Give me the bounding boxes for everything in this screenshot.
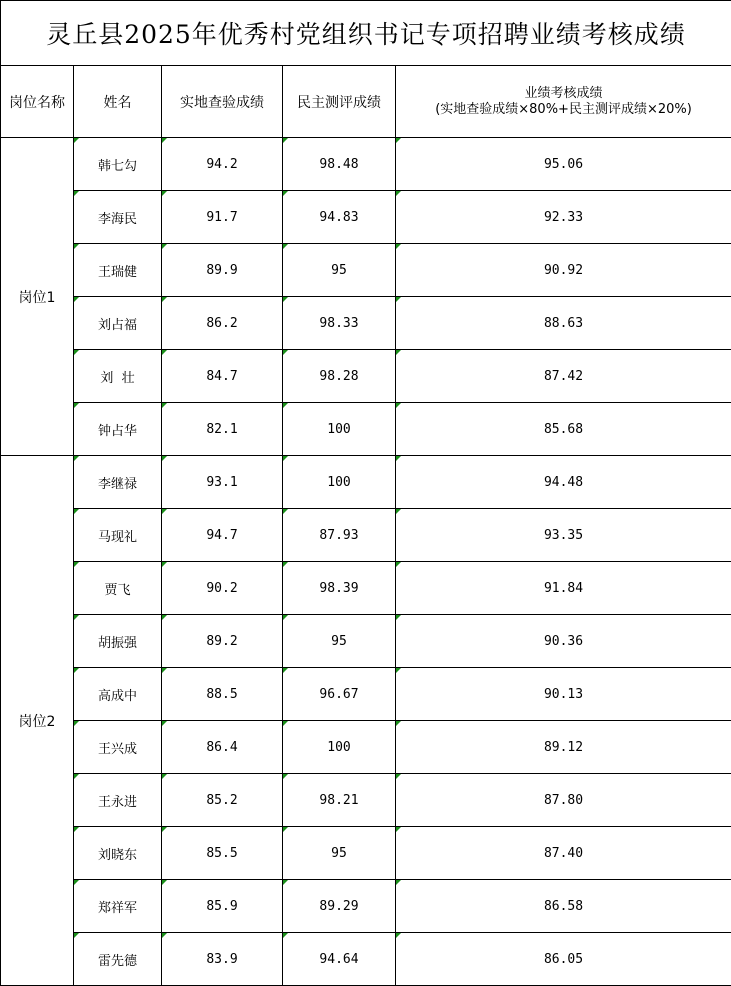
cell-marker-icon — [396, 191, 401, 196]
name-cell-text: 韩七勾 — [98, 159, 137, 174]
final-score-cell-text: 85.68 — [544, 422, 583, 437]
cell-marker-icon — [396, 297, 401, 302]
field-score-cell — [162, 138, 283, 191]
field-score-cell — [162, 456, 283, 509]
cell-marker-icon — [74, 297, 79, 302]
cell-marker-icon — [74, 138, 79, 143]
survey-score-cell — [283, 403, 396, 456]
cell-marker-icon — [74, 350, 79, 355]
header-survey-score: 民主测评成绩 — [283, 66, 396, 138]
survey-score-cell — [283, 350, 396, 403]
name-cell-text: 王兴成 — [98, 742, 137, 757]
cell-marker-icon — [396, 721, 401, 726]
header-final-formula: (实地查验成绩×80%+民主测评成绩×20%) — [396, 102, 731, 118]
cell-marker-icon — [396, 456, 401, 461]
cell-marker-icon — [162, 244, 167, 249]
cell-marker-icon — [162, 191, 167, 196]
table-row — [1, 827, 731, 880]
final-score-cell — [396, 615, 731, 668]
page-title: 灵丘县2025年优秀村党组织书记专项招聘业绩考核成绩 — [1, 1, 731, 66]
field-score-cell — [162, 297, 283, 350]
field-score-cell-text: 86.2 — [206, 316, 237, 331]
table-row — [1, 350, 731, 403]
survey-score-cell — [283, 668, 396, 721]
cell-marker-icon — [283, 774, 288, 779]
cell-marker-icon — [162, 933, 167, 938]
cell-marker-icon — [396, 244, 401, 249]
name-cell-text: 刘占福 — [98, 318, 137, 333]
field-score-cell-text: 89.2 — [206, 634, 237, 649]
cell-marker-icon — [396, 880, 401, 885]
cell-marker-icon — [74, 774, 79, 779]
name-cell-text: 王永进 — [98, 795, 137, 810]
table-row — [1, 562, 731, 615]
name-cell — [74, 721, 162, 774]
survey-score-cell-text: 100 — [327, 740, 350, 755]
final-score-cell — [396, 721, 731, 774]
cell-marker-icon — [283, 827, 288, 832]
cell-marker-icon — [283, 880, 288, 885]
cell-marker-icon — [396, 668, 401, 673]
cell-marker-icon — [74, 933, 79, 938]
final-score-cell — [396, 191, 731, 244]
field-score-cell-text: 94.2 — [206, 157, 237, 172]
survey-score-cell-text: 100 — [327, 475, 350, 490]
name-cell — [74, 191, 162, 244]
cell-marker-icon — [396, 350, 401, 355]
cell-marker-icon — [162, 615, 167, 620]
name-cell-text: 李海民 — [98, 212, 137, 227]
final-score-cell-text: 86.05 — [544, 952, 583, 967]
field-score-cell — [162, 403, 283, 456]
final-score-cell — [396, 403, 731, 456]
name-cell-text: 胡振强 — [98, 636, 137, 651]
cell-marker-icon — [74, 615, 79, 620]
survey-score-cell-text: 95 — [331, 846, 347, 861]
name-cell — [74, 138, 162, 191]
header-final-label: 业绩考核成绩 — [396, 86, 731, 102]
cell-marker-icon — [74, 403, 79, 408]
table-row — [1, 509, 731, 562]
table-row — [1, 456, 731, 509]
final-score-cell — [396, 350, 731, 403]
survey-score-cell-text: 89.29 — [319, 899, 358, 914]
name-cell — [74, 456, 162, 509]
cell-marker-icon — [396, 403, 401, 408]
survey-score-cell — [283, 615, 396, 668]
cell-marker-icon — [162, 562, 167, 567]
final-score-cell-text: 89.12 — [544, 740, 583, 755]
survey-score-cell — [283, 191, 396, 244]
name-cell-text: 刘 壮 — [100, 371, 134, 386]
field-score-cell-text: 91.7 — [206, 210, 237, 225]
field-score-cell — [162, 350, 283, 403]
header-name: 姓名 — [74, 66, 162, 138]
cell-marker-icon — [162, 668, 167, 673]
cell-marker-icon — [283, 668, 288, 673]
final-score-cell — [396, 774, 731, 827]
table-row — [1, 774, 731, 827]
cell-marker-icon — [162, 827, 167, 832]
survey-score-cell — [283, 774, 396, 827]
field-score-cell-text: 82.1 — [206, 422, 237, 437]
table-row — [1, 297, 731, 350]
cell-marker-icon — [74, 456, 79, 461]
header-final-score — [396, 66, 731, 138]
field-score-cell — [162, 880, 283, 933]
name-cell — [74, 350, 162, 403]
survey-score-cell-text: 95 — [331, 634, 347, 649]
final-score-cell — [396, 827, 731, 880]
survey-score-cell-text: 94.83 — [319, 210, 358, 225]
survey-score-cell — [283, 933, 396, 986]
field-score-cell — [162, 933, 283, 986]
name-cell — [74, 509, 162, 562]
name-cell — [74, 880, 162, 933]
survey-score-cell-text: 96.67 — [319, 687, 358, 702]
cell-marker-icon — [74, 562, 79, 567]
field-score-cell — [162, 774, 283, 827]
position-cell: 岗位1 — [1, 138, 74, 456]
survey-score-cell — [283, 721, 396, 774]
cell-marker-icon — [74, 721, 79, 726]
cell-marker-icon — [283, 138, 288, 143]
cell-marker-icon — [162, 721, 167, 726]
cell-marker-icon — [283, 244, 288, 249]
cell-marker-icon — [283, 297, 288, 302]
name-cell — [74, 403, 162, 456]
final-score-cell — [396, 297, 731, 350]
cell-marker-icon — [74, 880, 79, 885]
table-row — [1, 880, 731, 933]
cell-marker-icon — [283, 191, 288, 196]
final-score-cell — [396, 562, 731, 615]
survey-score-cell-text: 94.64 — [319, 952, 358, 967]
cell-marker-icon — [162, 138, 167, 143]
name-cell — [74, 668, 162, 721]
field-score-cell — [162, 668, 283, 721]
cell-marker-icon — [396, 774, 401, 779]
final-score-cell-text: 92.33 — [544, 210, 583, 225]
cell-marker-icon — [283, 721, 288, 726]
name-cell — [74, 297, 162, 350]
field-score-cell — [162, 721, 283, 774]
field-score-cell — [162, 244, 283, 297]
cell-marker-icon — [283, 403, 288, 408]
survey-score-cell — [283, 562, 396, 615]
name-cell — [74, 933, 162, 986]
cell-marker-icon — [396, 933, 401, 938]
table-row — [1, 191, 731, 244]
name-cell — [74, 827, 162, 880]
cell-marker-icon — [396, 615, 401, 620]
cell-marker-icon — [396, 138, 401, 143]
final-score-cell — [396, 880, 731, 933]
name-cell-text: 刘晓东 — [98, 848, 137, 863]
final-score-cell — [396, 933, 731, 986]
table-row — [1, 615, 731, 668]
field-score-cell-text: 85.2 — [206, 793, 237, 808]
field-score-cell — [162, 509, 283, 562]
table-row — [1, 721, 731, 774]
survey-score-cell-text: 98.21 — [319, 793, 358, 808]
final-score-cell-text: 95.06 — [544, 157, 583, 172]
field-score-cell-text: 94.7 — [206, 528, 237, 543]
cell-marker-icon — [283, 615, 288, 620]
cell-marker-icon — [162, 880, 167, 885]
final-score-cell-text: 87.40 — [544, 846, 583, 861]
header-field-score: 实地查验成绩 — [162, 66, 283, 138]
field-score-cell-text: 90.2 — [206, 581, 237, 596]
cell-marker-icon — [162, 350, 167, 355]
survey-score-cell-text: 98.28 — [319, 369, 358, 384]
table-row — [1, 668, 731, 721]
survey-score-cell-text: 98.39 — [319, 581, 358, 596]
cell-marker-icon — [283, 933, 288, 938]
final-score-cell — [396, 244, 731, 297]
field-score-cell-text: 83.9 — [206, 952, 237, 967]
cell-marker-icon — [396, 509, 401, 514]
final-score-cell-text: 90.36 — [544, 634, 583, 649]
survey-score-cell-text: 95 — [331, 263, 347, 278]
final-score-cell-text: 87.42 — [544, 369, 583, 384]
survey-score-cell — [283, 138, 396, 191]
survey-score-cell — [283, 244, 396, 297]
table-row — [1, 403, 731, 456]
name-cell — [74, 562, 162, 615]
header-row — [1, 66, 731, 138]
name-cell-text: 马现礼 — [98, 530, 137, 545]
cell-marker-icon — [162, 456, 167, 461]
final-score-cell — [396, 456, 731, 509]
name-cell-text: 郑祥军 — [98, 901, 137, 916]
final-score-cell-text: 87.80 — [544, 793, 583, 808]
name-cell-text: 王瑞健 — [98, 265, 137, 280]
name-cell-text: 李继禄 — [98, 477, 137, 492]
cell-marker-icon — [396, 562, 401, 567]
table-row — [1, 244, 731, 297]
cell-marker-icon — [74, 827, 79, 832]
final-score-cell-text: 88.63 — [544, 316, 583, 331]
final-score-cell — [396, 138, 731, 191]
final-score-cell-text: 91.84 — [544, 581, 583, 596]
field-score-cell — [162, 562, 283, 615]
survey-score-cell-text: 98.48 — [319, 157, 358, 172]
field-score-cell-text: 85.5 — [206, 846, 237, 861]
cell-marker-icon — [74, 244, 79, 249]
cell-marker-icon — [162, 774, 167, 779]
field-score-cell-text: 85.9 — [206, 899, 237, 914]
name-cell — [74, 615, 162, 668]
field-score-cell — [162, 615, 283, 668]
final-score-cell-text: 93.35 — [544, 528, 583, 543]
field-score-cell-text: 88.5 — [206, 687, 237, 702]
final-score-cell-text: 94.48 — [544, 475, 583, 490]
field-score-cell-text: 86.4 — [206, 740, 237, 755]
name-cell — [74, 774, 162, 827]
survey-score-cell-text: 100 — [327, 422, 350, 437]
final-score-cell — [396, 509, 731, 562]
position-cell: 岗位2 — [1, 456, 74, 986]
survey-score-cell — [283, 297, 396, 350]
cell-marker-icon — [283, 350, 288, 355]
name-cell-text: 贾飞 — [104, 583, 130, 598]
name-cell-text: 雷先德 — [98, 954, 137, 969]
cell-marker-icon — [162, 297, 167, 302]
field-score-cell — [162, 827, 283, 880]
cell-marker-icon — [283, 456, 288, 461]
table-row — [1, 933, 731, 986]
survey-score-cell — [283, 456, 396, 509]
survey-score-cell-text: 98.33 — [319, 316, 358, 331]
cell-marker-icon — [74, 668, 79, 673]
cell-marker-icon — [74, 509, 79, 514]
survey-score-cell — [283, 880, 396, 933]
name-cell-text: 高成中 — [98, 689, 137, 704]
survey-score-cell-text: 87.93 — [319, 528, 358, 543]
header-position: 岗位名称 — [1, 66, 74, 138]
name-cell — [74, 244, 162, 297]
cell-marker-icon — [74, 191, 79, 196]
cell-marker-icon — [283, 562, 288, 567]
cell-marker-icon — [283, 509, 288, 514]
final-score-cell-text: 90.13 — [544, 687, 583, 702]
cell-marker-icon — [162, 403, 167, 408]
final-score-cell — [396, 668, 731, 721]
survey-score-cell — [283, 827, 396, 880]
final-score-cell-text: 86.58 — [544, 899, 583, 914]
survey-score-cell — [283, 509, 396, 562]
cell-marker-icon — [162, 509, 167, 514]
field-score-cell-text: 93.1 — [206, 475, 237, 490]
table-row — [1, 138, 731, 191]
field-score-cell — [162, 191, 283, 244]
final-score-cell-text: 90.92 — [544, 263, 583, 278]
name-cell-text: 钟占华 — [98, 424, 137, 439]
cell-marker-icon — [396, 827, 401, 832]
field-score-cell-text: 89.9 — [206, 263, 237, 278]
field-score-cell-text: 84.7 — [206, 369, 237, 384]
